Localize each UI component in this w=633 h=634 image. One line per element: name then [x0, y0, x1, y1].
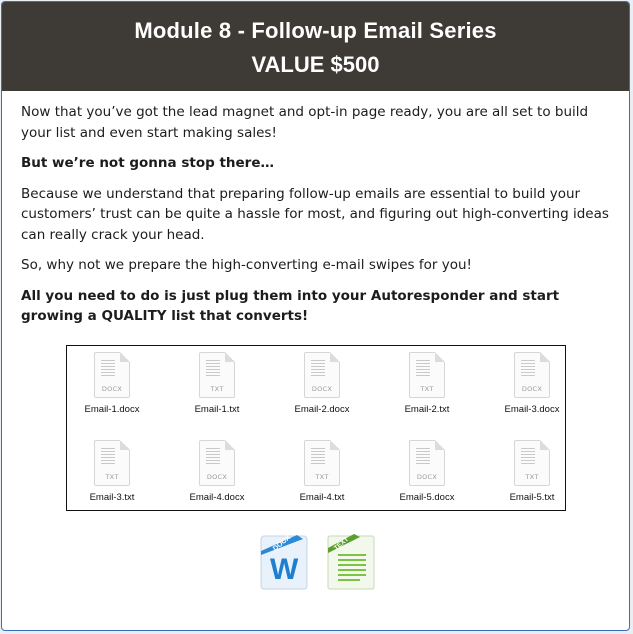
file-ext-label: DOCX [101, 385, 123, 393]
module-header [2, 2, 629, 91]
file-name: Email-2.docx [294, 404, 350, 415]
text-tag-text: TEXT [332, 535, 351, 553]
file-item[interactable] [277, 352, 367, 415]
file-name: Email-2.txt [404, 404, 450, 415]
file-ext-label: DOCX [311, 385, 333, 393]
file-item[interactable] [67, 440, 157, 503]
document-file-icon [409, 440, 445, 486]
file-name: Email-5.txt [509, 492, 555, 503]
file-name: Email-4.docx [189, 492, 245, 503]
document-file-icon [304, 440, 340, 486]
file-item[interactable] [487, 440, 577, 503]
module-value: VALUE $500 [251, 52, 380, 77]
paragraph-intro: Now that you’ve got the lead magnet and opt-in page ready, you are all set to build your list and even start making sales! [21, 104, 589, 141]
document-file-icon [514, 352, 550, 398]
paragraph-bold-1: But we’re not gonna stop there… [21, 155, 274, 171]
document-file-icon [94, 352, 130, 398]
paragraph-swipes: So, why not we prepare the high-converting e-mail swipes for you! [21, 257, 472, 273]
file-name: Email-3.txt [89, 492, 135, 503]
file-ext-label: TXT [420, 385, 434, 393]
file-list-screenshot [66, 345, 566, 511]
document-file-icon [199, 352, 235, 398]
file-ext-label: TXT [315, 473, 329, 481]
file-item[interactable] [277, 440, 367, 503]
document-file-icon [514, 440, 550, 486]
file-ext-label: DOCX [206, 473, 228, 481]
module-title: Module 8 - Follow-up Email Series [134, 18, 497, 43]
file-ext-label: TXT [525, 473, 539, 481]
module-description [21, 102, 611, 337]
text-file-icon [324, 533, 378, 591]
document-file-icon [199, 440, 235, 486]
file-name: Email-5.docx [399, 492, 455, 503]
file-ext-label: TXT [105, 473, 119, 481]
word-tag-text: DOCX [272, 534, 293, 553]
document-file-icon [409, 352, 445, 398]
file-ext-label: DOCX [416, 473, 438, 481]
file-name: Email-1.txt [194, 404, 240, 415]
file-item[interactable] [382, 440, 472, 503]
word-letter: W [270, 553, 299, 586]
file-item[interactable] [382, 352, 472, 415]
document-file-icon [304, 352, 340, 398]
file-name: Email-4.txt [299, 492, 345, 503]
paragraph-because: Because we understand that preparing follow-up emails are essential to build your customers’ trust can be quite a hassle for most, and figuring out high-converting ideas can really crack your head. [21, 185, 609, 243]
file-ext-label: TXT [210, 385, 224, 393]
module-card [1, 1, 630, 631]
file-name: Email-3.docx [504, 404, 560, 415]
file-item[interactable] [67, 352, 157, 415]
word-docx-icon [259, 533, 311, 591]
document-file-icon [94, 440, 130, 486]
file-name: Email-1.docx [84, 404, 140, 415]
paragraph-bold-2: All you need to do is just plug them into your Autoresponder and start growing a QUALITY list that converts! [21, 287, 560, 324]
file-item[interactable] [487, 352, 577, 415]
file-ext-label: DOCX [521, 385, 543, 393]
file-item[interactable] [172, 352, 262, 415]
file-item[interactable] [172, 440, 262, 503]
